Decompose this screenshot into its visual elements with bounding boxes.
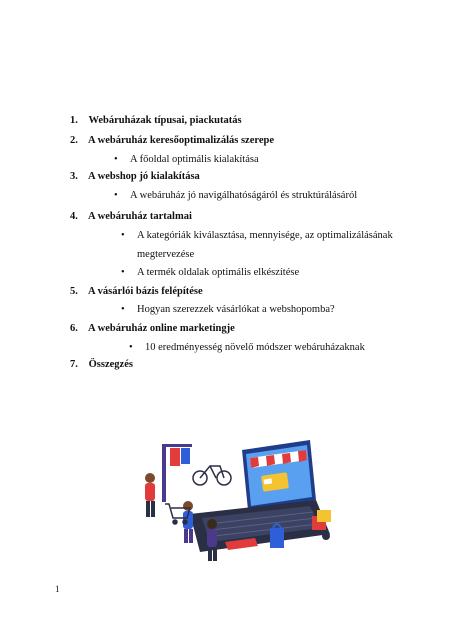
toc-title: A webshop jó kialakítása	[88, 171, 200, 182]
toc-subitem-4-1-continued	[137, 248, 194, 262]
toc-subitem-4-1	[121, 229, 393, 243]
page-number: 1	[55, 584, 60, 594]
toc-subitem-text: Hogyan szerezzek vásárlókat a webshopomba?	[137, 304, 335, 315]
toc-item-7	[70, 358, 133, 372]
toc-item-5	[70, 285, 203, 299]
toc-title: Webáruházak típusai, piackutatás	[88, 115, 242, 126]
toc-item-1	[70, 114, 242, 128]
toc-number: 4.	[70, 211, 78, 222]
bicycle-icon	[193, 466, 231, 485]
toc-number: 7.	[70, 359, 78, 370]
toc-subitem-3-1	[114, 189, 358, 203]
toc-subitem-2-1	[114, 153, 259, 167]
toc-number: 1.	[70, 115, 78, 126]
toc-title: A webáruház keresőoptimalizálás szerepe	[88, 135, 275, 146]
ecommerce-laptop-shopping-illustration	[130, 438, 340, 570]
toc-item-2	[70, 134, 274, 148]
toc-title: Összegzés	[88, 359, 133, 370]
toc-subitem-4-2	[121, 266, 300, 280]
clothes-rack-icon	[162, 444, 192, 502]
toc-subitem-5-1	[121, 303, 335, 317]
toc-number: 3.	[70, 171, 78, 182]
bullet: •	[114, 154, 118, 165]
toc-subitem-text: A termék oldalak optimális elkészítése	[137, 267, 300, 278]
toc-number: 5.	[70, 286, 78, 297]
bullet: •	[121, 304, 125, 315]
toc-title: A vásárlói bázis felépítése	[88, 286, 203, 297]
toc-number: 2.	[70, 135, 78, 146]
toc-number: 6.	[70, 323, 78, 334]
toc-item-3	[70, 170, 200, 184]
toc-subitem-text: megtervezése	[137, 249, 195, 260]
toc-title: A webáruház online marketingje	[88, 323, 235, 334]
bullet: •	[121, 267, 125, 278]
bullet: •	[121, 230, 125, 241]
bullet: •	[129, 342, 133, 353]
bullet: •	[114, 190, 118, 201]
toc-title: A webáruház tartalmai	[88, 211, 192, 222]
toc-item-4	[70, 210, 192, 224]
toc-subitem-text: A kategóriák kiválasztása, mennyisége, az optimalizálásának	[137, 230, 393, 241]
toc-subitem-text: A webáruház jó navigálhatóságáról és struktúrálásáról	[130, 190, 358, 201]
toc-subitem-text: 10 eredményesség növelő módszer webáruházaknak	[145, 342, 365, 353]
toc-subitem-text: A főoldal optimális kialakítása	[130, 154, 259, 165]
toc-item-6	[70, 322, 235, 336]
toc-subitem-6-1	[129, 341, 365, 355]
